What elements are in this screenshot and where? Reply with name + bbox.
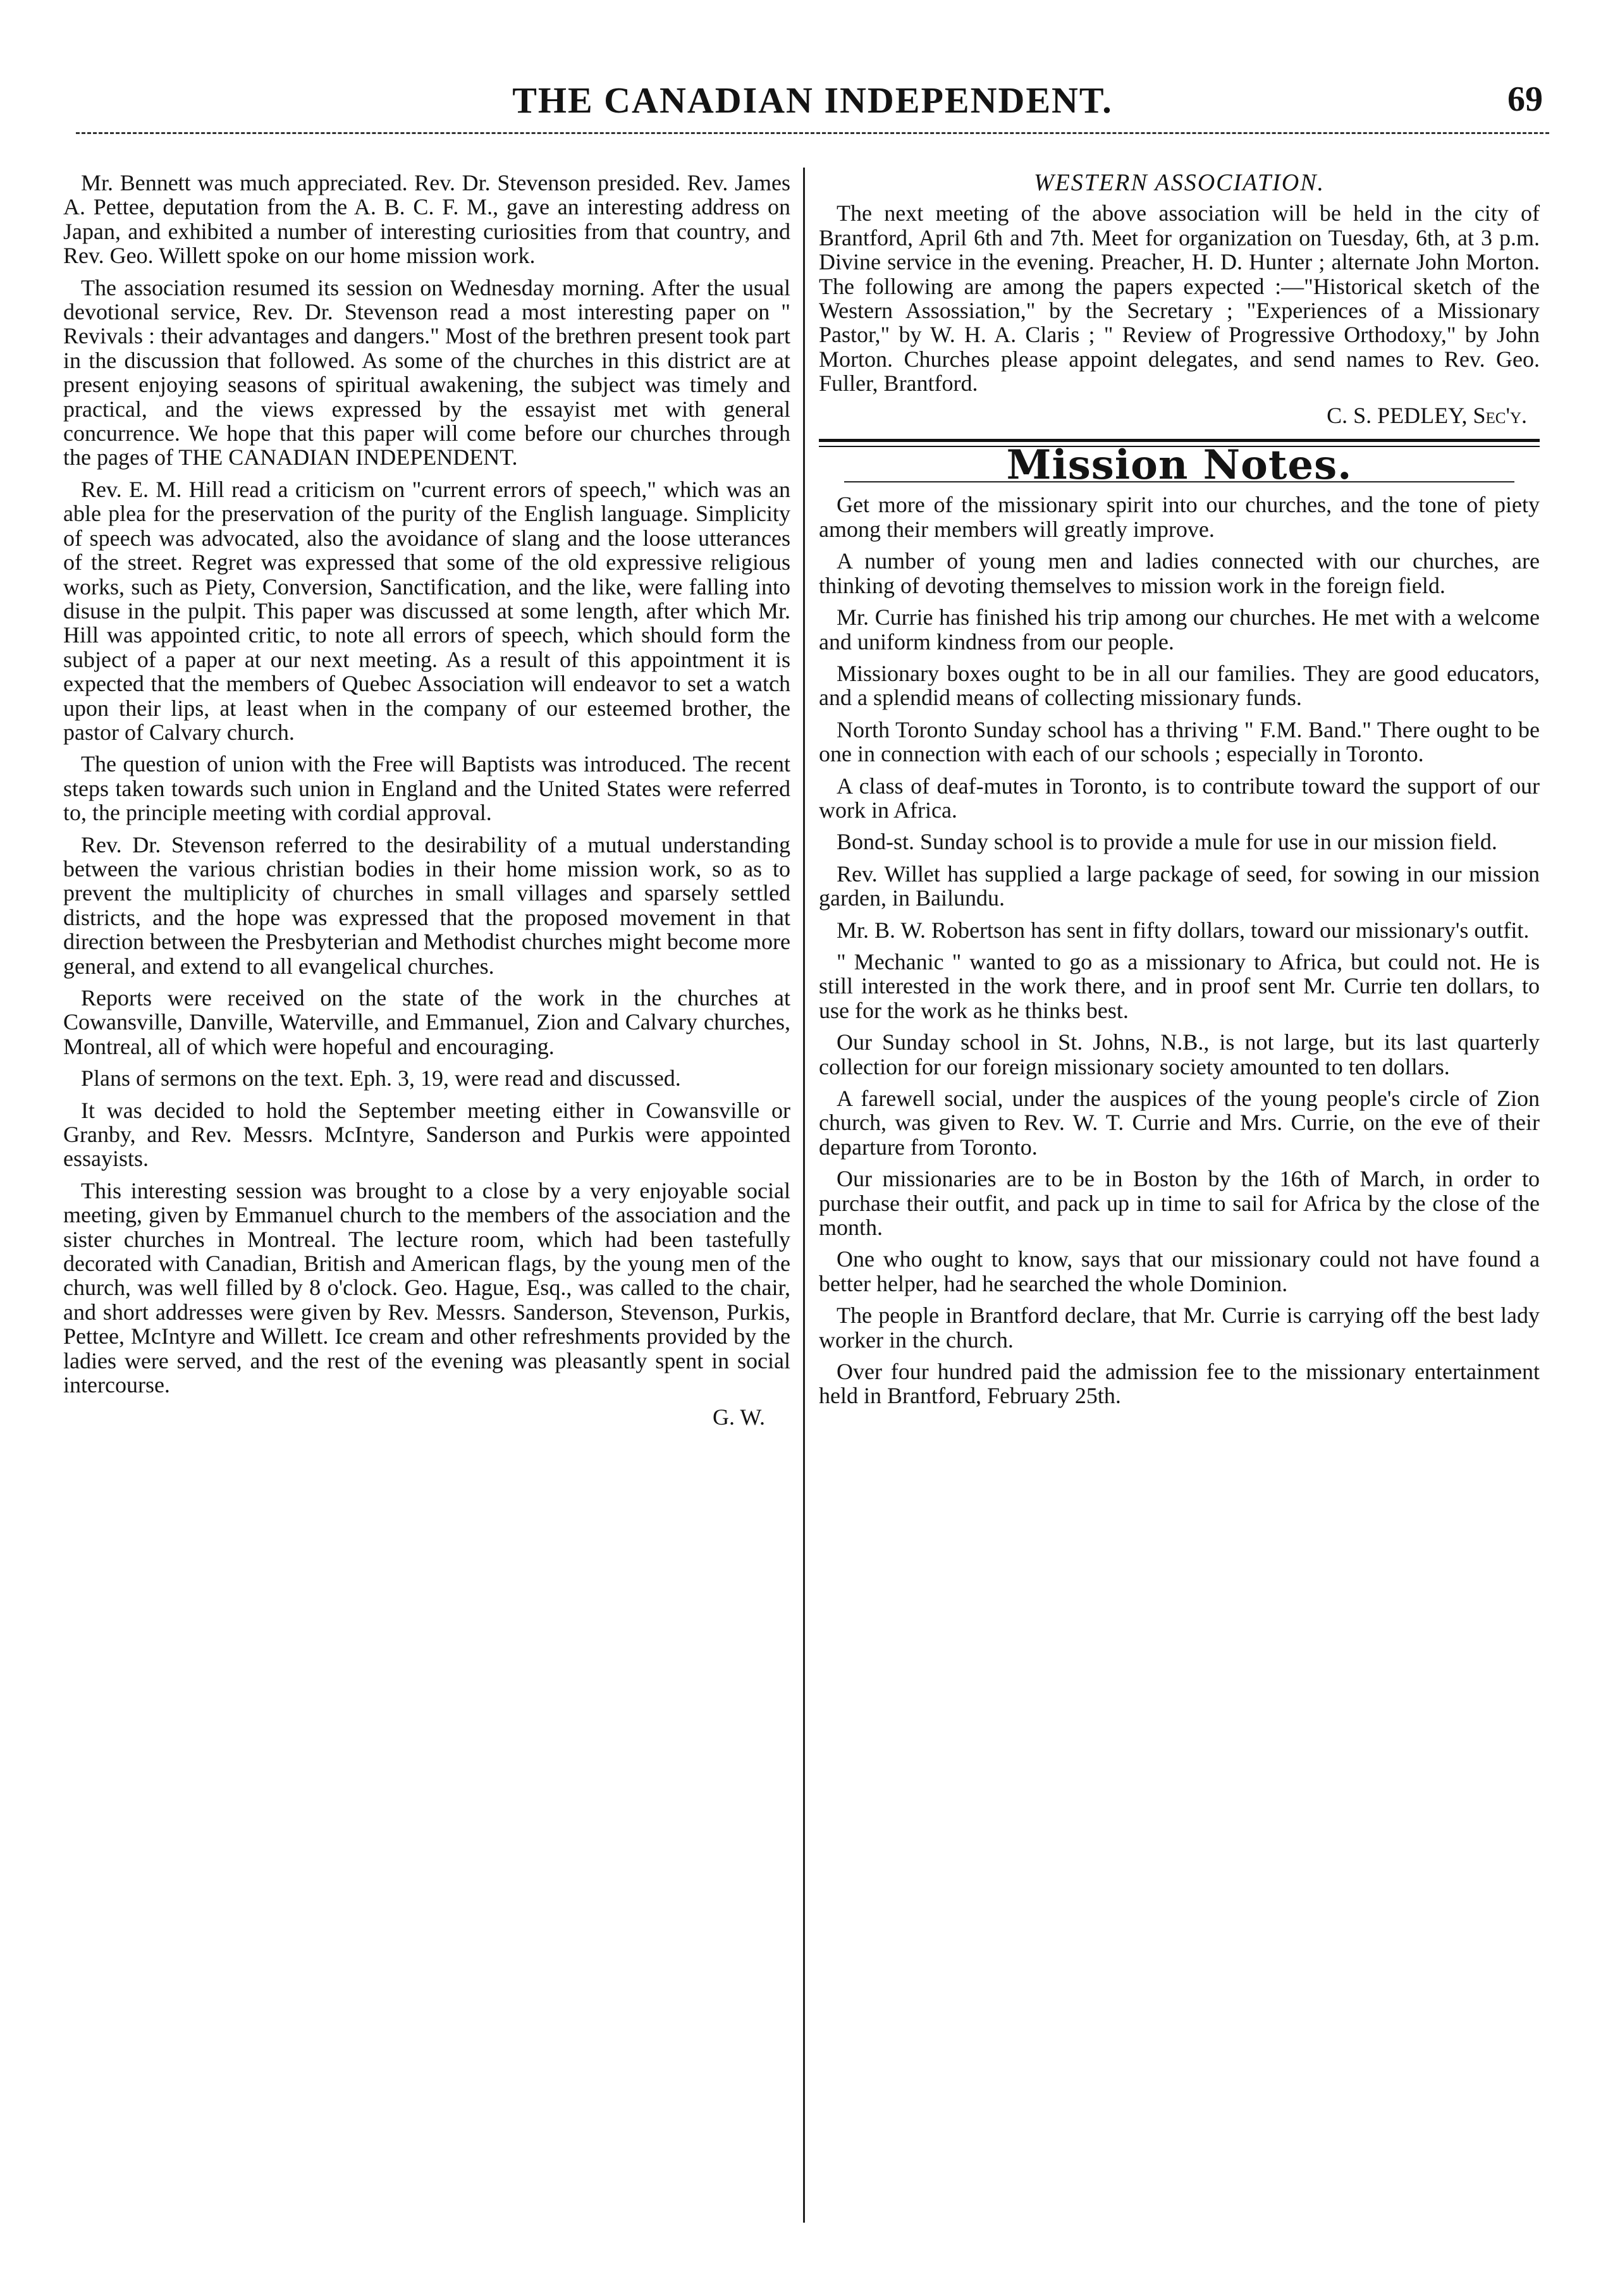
article-paragraph: Rev. Dr. Stevenson referred to the desirability of a mutual understanding between the various christian bodies in their home mission work, so as to prevent the multiplicity of churches in small villages and sparsely settled districts, and the hope was expressed that the proposed movement in that direction between the Presbyterian and Methodist churches might become more general, and extend to all evangelical churches. bbox=[63, 832, 790, 979]
mission-note: Over four hundred paid the admission fee to the missionary entertainment held in Brantford, February 25th. bbox=[819, 1359, 1540, 1409]
mission-notes-heading: Mission Notes. bbox=[1006, 441, 1353, 489]
mission-note: " Mechanic " wanted to go as a missionary to Africa, but could not. He is still interested in the work there, and in proof sent Mr. Currie ten dollars, to use for the work as he thinks best. bbox=[819, 948, 1540, 1023]
article-paragraph: The question of union with the Free will Baptists was introduced. The recent steps taken towards such union in England and the United States were referred to, the principle meeting with cordial approval. bbox=[63, 751, 790, 826]
mission-note: Our missionaries are to be in Boston by the 16th of March, in order to purchase their outfit, and pack up in time to sail for Africa by the close of the month. bbox=[819, 1166, 1540, 1241]
mission-note: Mr. B. W. Robertson has sent in fifty dollars, toward our missionary's outfit. bbox=[837, 917, 1530, 943]
article-paragraph: Plans of sermons on the text. Eph. 3, 19, were read and discussed. bbox=[81, 1065, 681, 1091]
header-rule bbox=[76, 132, 1549, 134]
secretary-signature: C. S. PEDLEY, Sec'y. bbox=[1327, 402, 1527, 428]
article-paragraph: This interesting session was brought to a close by a very enjoyable social meeting, given by Emmanuel church to the members of the association and the sister churches in Montreal. The lecture room, which had been tastefully decorated with Canadian, British and American flags, by the young men of the church, was well filled by 8 o'clock. Geo. Hague, Esq., was called to the chair, and short addresses were given by Rev. Messrs. Sanderson, Stevenson, Purkis, Pettee, McIntyre and Willett. Ice cream and other refreshments provided by the ladies were served, and the rest of the evening was pleasantly spent in social intercourse. bbox=[63, 1177, 790, 1398]
column-divider bbox=[803, 168, 805, 2223]
left-column bbox=[63, 171, 790, 1429]
mission-note: Bond-st. Sunday school is to provide a mule for use in our mission field. bbox=[837, 829, 1497, 855]
article-paragraph: Reports were received on the state of the work in the churches at Cowansville, Danville, Waterville, and Emmanuel, Zion and Calvary churches, Montreal, all of which were hopeful and encouraging. bbox=[63, 985, 790, 1059]
page-header bbox=[76, 73, 1549, 142]
page-number: 69 bbox=[1507, 80, 1543, 119]
article-paragraph: Mr. Bennett was much appreciated. Rev. Dr. Stevenson presided. Rev. James A. Pettee, deputation from the A. B. C. F. M., gave an interesting address on Japan, and exhibited a number of interesting curiosities from that country, and Rev. Geo. Willett spoke on our home mission work. bbox=[63, 170, 790, 269]
article-paragraph: Rev. E. M. Hill read a criticism on "current errors of speech," which was an able plea for the preservation of the purity of the English language. Simplicity of speech was advocated, also the avoidance of slang and the loose utterances of the street. Regret was expressed that some of the old expressive religious works, such as Piety, Conversion, Sanctification, and the like, were falling into disuse in the pulpit. This paper was discussed at some length, after which Mr. Hill was appointed critic, to note all errors of speech, which should form the subject of a paper at our next meeting. As a result of this appointment it is expected that the members of Quebec Association will endeavor to set a watch upon their lips, at least when in the company of our esteemed brother, the pastor of Calvary church. bbox=[63, 476, 790, 745]
mission-note: Mr. Currie has finished his trip among our churches. He met with a welcome and uniform kindness from our people. bbox=[819, 605, 1540, 654]
mission-note: Missionary boxes ought to be in all our families. They are good educators, and a splendid means of collecting missionary funds. bbox=[819, 660, 1540, 711]
mission-note: North Toronto Sunday school has a thriving " F.M. Band." There ought to be one in connection with each of our schools ; especially in Toronto. bbox=[819, 716, 1540, 767]
mission-note: A farewell social, under the auspices of the young people's circle of Zion church, was given to Rev. W. T. Currie and Mrs. Currie, on the eve of their departure from Toronto. bbox=[819, 1086, 1540, 1160]
article-signature: G. W. bbox=[712, 1404, 765, 1430]
western-association-heading: WESTERN ASSOCIATION. bbox=[1033, 169, 1325, 196]
mission-note: Our Sunday school in St. Johns, N.B., is not large, but its last quarterly collection for our foreign missionary society amounted to ten dollars. bbox=[819, 1029, 1540, 1079]
mission-note: A class of deaf-mutes in Toronto, is to contribute toward the support of our work in Africa. bbox=[819, 773, 1540, 823]
mission-note: Get more of the missionary spirit into our churches, and the tone of piety among their members will greatly improve. bbox=[819, 492, 1540, 542]
article-paragraph: The association resumed its session on Wednesday morning. After the usual devotional service, Rev. Dr. Stevenson read a most interesting paper on " Revivals : their advantages and dangers." Most of the brethren present took part in the discussion that followed. As some of the churches in this district are at present enjoying seasons of spiritual awakening, the subject was timely and practical, and the views expressed by the essayist met with general concurrence. We hope that this paper will come before our churches through the pages of THE CANADIAN INDEPENDENT. bbox=[63, 274, 790, 470]
publication-title: THE CANADIAN INDEPENDENT. bbox=[512, 80, 1113, 121]
mission-note: Rev. Willet has supplied a large package of seed, for sowing in our mission garden, in Bailundu. bbox=[819, 861, 1540, 911]
article-paragraph: It was decided to hold the September meeting either in Cowansville or Granby, and Rev. Messrs. McIntyre, Sanderson and Purkis were appointed essayists. bbox=[63, 1097, 790, 1172]
mission-note: One who ought to know, says that our missionary could not have found a better helper, had he searched the whole Dominion. bbox=[819, 1246, 1540, 1296]
mission-note: The people in Brantford declare, that Mr. Currie is carrying off the best lady worker in the church. bbox=[819, 1303, 1540, 1353]
western-association-paragraph: The next meeting of the above association will be held in the city of Brantford, April 6th and 7th. Meet for organization on Tuesday, 6th, at 3 p.m. Divine service in the evening. Preacher, H. D. Hunter ; alternate John Morton. The following are among the papers expected :—"Historical sketch of the Western Assossiation," by the Secretary ; "Experiences of a Missionary Pastor," by W. H. A. Claris ; " Review of Progressive Orthodoxy," by John Morton. Churches please appoint delegates, and send names to Rev. Geo. Fuller, Brantford. bbox=[819, 200, 1540, 396]
right-column bbox=[819, 171, 1540, 1416]
mission-note: A number of young men and ladies connected with our churches, are thinking of devoting themselves to mission work in the foreign field. bbox=[819, 548, 1540, 598]
